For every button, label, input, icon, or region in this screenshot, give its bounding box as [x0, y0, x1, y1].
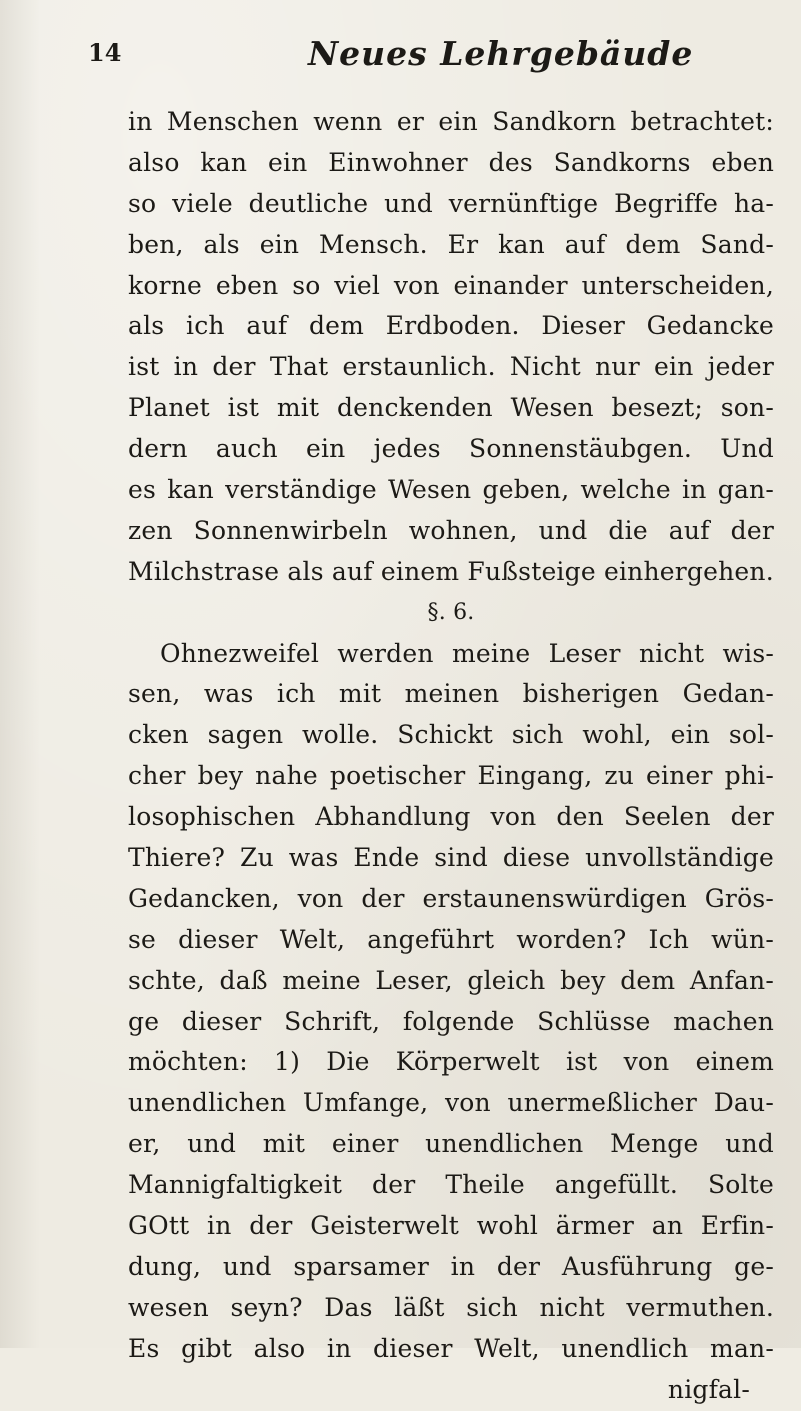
- text-line: als ich auf dem Erdboden. Dieser Gedancke: [128, 311, 774, 341]
- text-line: dern auch ein jedes Sonnenstäubgen. Und: [128, 434, 774, 464]
- binding-shadow: [0, 0, 40, 1348]
- text-line: ben, als ein Mensch. Er kan auf dem Sand-: [128, 229, 774, 259]
- text-line: Ohnezweifel werden meine Leser nicht wis-: [160, 638, 774, 668]
- text-line: losophischen Abhandlung von den Seelen der: [128, 802, 774, 832]
- text-line: in Menschen wenn er ein Sandkorn betrachtet:: [128, 107, 774, 136]
- page-header: [88, 34, 728, 78]
- section-heading: §. 6.: [427, 599, 475, 625]
- text-line: ist in der That erstaunlich. Nicht nur ein jeder: [128, 352, 774, 382]
- text-line: cken sagen wolle. Schickt sich wohl, ein sol-: [128, 720, 774, 750]
- text-line: se dieser Welt, angeführt worden? Ich wün-: [128, 924, 774, 954]
- text-line: korne eben so viel von einander unterscheiden,: [128, 270, 774, 300]
- page-number: 14: [88, 38, 122, 67]
- text-line: möchten: 1) Die Körperwelt ist von einem: [128, 1047, 774, 1077]
- text-line: Gedancken, von der erstaunenswürdigen Grös-: [128, 883, 774, 913]
- text-line: also kan ein Einwohner des Sandkorns eben: [128, 147, 774, 177]
- text-line: cher bey nahe poetischer Eingang, zu einer phi-: [128, 761, 774, 791]
- body-text: [128, 102, 774, 1411]
- text-line: Planet ist mit denckenden Wesen besezt; son-: [128, 393, 774, 423]
- running-title: Neues Lehrgebäude: [308, 34, 694, 73]
- text-line: wesen seyn? Das läßt sich nicht vermuthen.: [128, 1292, 774, 1322]
- text-line: sen, was ich mit meinen bisherigen Gedan-: [128, 679, 774, 709]
- text-line: Milchstrase als auf einem Fußsteige einhergehen.: [128, 556, 774, 586]
- text-line: Es gibt also in dieser Welt, unendlich man-: [128, 1333, 774, 1363]
- text-line: Mannigfaltigkeit der Theile angefüllt. Solte: [128, 1170, 774, 1200]
- catchword: nigfal-: [667, 1374, 750, 1404]
- text-line: schte, daß meine Leser, gleich bey dem Anfan-: [128, 965, 774, 995]
- text-line: Thiere? Zu was Ende sind diese unvollständige: [128, 843, 774, 873]
- text-line: er, und mit einer unendlichen Menge und: [128, 1129, 774, 1159]
- text-line: GOtt in der Geisterwelt wohl ärmer an Erfin-: [128, 1211, 774, 1241]
- text-line: es kan verständige Wesen geben, welche in gan-: [128, 475, 774, 505]
- text-line: so viele deutliche und vernünftige Begriffe ha-: [128, 188, 774, 218]
- text-line: zen Sonnenwirbeln wohnen, und die auf der: [128, 515, 774, 545]
- text-line: unendlichen Umfange, von unermeßlicher Dau-: [128, 1088, 774, 1118]
- text-line: ge dieser Schrift, folgende Schlüsse machen: [128, 1006, 774, 1036]
- text-line: dung, und sparsamer in der Ausführung ge-: [128, 1251, 774, 1281]
